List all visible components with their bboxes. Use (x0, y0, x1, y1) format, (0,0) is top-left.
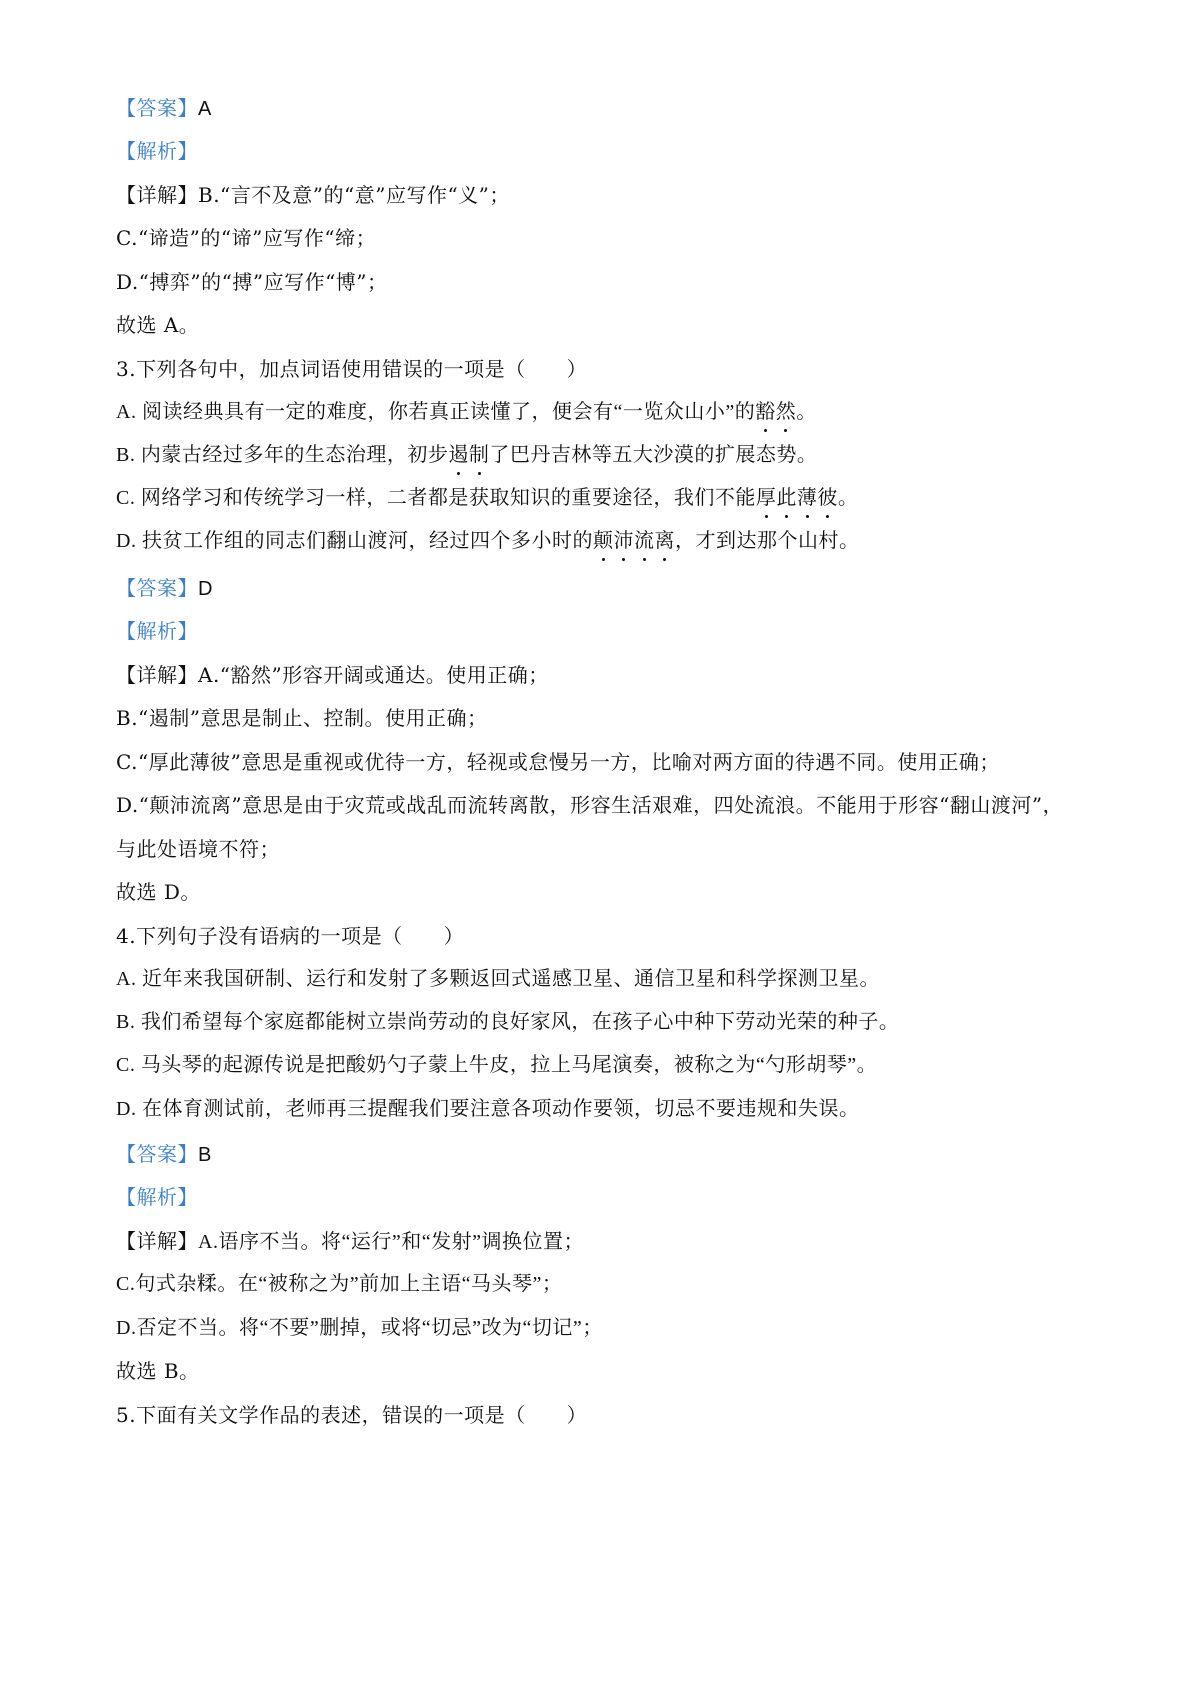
q3-option-d-dotted-2: 沛 (613, 528, 634, 552)
q3-option-b (116, 440, 817, 469)
q4-analysis-tag: 【解析】 (116, 1185, 198, 1209)
q3-option-c-dotted-2: 此 (776, 485, 797, 509)
q4-detail-a (116, 1227, 584, 1256)
q3-option-a (116, 397, 817, 426)
q3-answer-line (116, 574, 213, 603)
q3-option-a-suffix: 。 (796, 399, 817, 423)
q3-option-b-suffix: 了巴丹吉林等五大沙漠的扩展态势。 (489, 442, 818, 466)
q3-option-a-dotted-2: 然 (775, 399, 797, 423)
question-4-stem: 4.下列句子没有语病的一项是（ ） (116, 924, 465, 948)
q3-option-d-dotted-1: 颠 (592, 528, 614, 552)
q3-option-c-dotted-3: 薄 (796, 485, 818, 509)
q3-option-d-dotted-3: 流 (633, 528, 655, 552)
q3-detail-a (116, 661, 549, 689)
q3-answer-tag: 【答案】 (116, 576, 198, 600)
q4-option-c: C. 马头琴的起源传说是把酸奶勺子蒙上牛皮，拉上马尾演奏，被称之为“勺形胡琴”。 (116, 1054, 878, 1076)
q3-detail-b: B.“遏制”意思是制止、控制。使用正确； (116, 706, 488, 730)
q4-answer-tag: 【答案】 (116, 1142, 198, 1166)
q3-detail-tag: 【详解】 (116, 663, 198, 687)
q4-detail-tag: 【详解】 (116, 1229, 198, 1253)
q3-option-c (116, 483, 858, 512)
q4-option-d: D. 在体育测试前，老师再三提醒我们要注意各项动作要领，切忌不要违规和失误。 (116, 1098, 860, 1120)
detail-line-d: D.“搏弈”的“搏”应写作“博”； (116, 270, 388, 294)
detail-line-c: C.“谛造”的“谛”应写作“缔； (116, 226, 377, 250)
q3-detail-d1: D.“颠沛流离”意思是由于灾荒或战乱而流转离散，形容生活艰难，四处流浪。不能用于形容“翻山渡河”， (116, 793, 1064, 817)
q3-option-b-dotted-1: 遏 (448, 442, 469, 466)
q4-option-b: B. 我们希望每个家庭都能树立崇尚劳动的良好家风，在孩子心中种下劳动光荣的种子。 (116, 1011, 900, 1033)
q4-select-line: 故选 B。 (116, 1359, 200, 1383)
q4-detail-c: C.句式杂糅。在“被称之为”前加上主语“马头琴”； (116, 1273, 563, 1295)
answer-line (116, 94, 212, 123)
q3-option-a-dotted-1: 豁 (755, 399, 776, 423)
q4-answer-line (116, 1140, 212, 1169)
q4-option-a: A. 近年来我国研制、运行和发射了多颗返回式遥感卫星、通信卫星和科学探测卫星。 (116, 968, 880, 990)
q3-select-line: 故选 D。 (116, 880, 201, 904)
question-5-stem: 5.下面有关文学作品的表述，错误的一项是（ ） (116, 1403, 588, 1427)
q3-analysis-tag: 【解析】 (116, 619, 198, 643)
q3-detail-d2: 与此处语境不符； (116, 837, 280, 861)
q3-detail-c: C.“厚此薄彼”意思是重视或优待一方，轻视或怠慢另一方，比喻对两方面的待遇不同。使用正确； (116, 750, 1000, 774)
q3-option-d-prefix: D. 扶贫工作组的同志们翻山渡河，经过四个多小时的 (116, 530, 593, 552)
answer-tag: 【答案】 (116, 96, 198, 120)
analysis-tag: 【解析】 (116, 139, 198, 163)
q4-detail-d: D.否定不当。将“不要”删掉，或将“切忌”改为“切记”； (116, 1317, 603, 1339)
q3-option-d-suffix: ，才到达那个山村。 (674, 528, 860, 552)
detail-tag: 【详解】 (116, 183, 198, 207)
question-3-stem: 3.下列各句中，加点词语使用错误的一项是（ ） (116, 357, 588, 381)
detail-line (116, 181, 510, 209)
detail-text: B.“言不及意”的“意”应写作“义”； (198, 183, 510, 207)
q3-option-a-prefix: A. 阅读经典具有一定的难度，你若真正读懂了，便会有“一览众山小”的 (116, 401, 756, 423)
q4-detail-a-text: A.语序不当。将“运行”和“发射”调换位置； (198, 1231, 584, 1253)
q4-answer-value: B (198, 1144, 212, 1166)
q3-option-b-dotted-2: 制 (468, 442, 490, 466)
q3-option-c-suffix: 。 (837, 485, 859, 509)
q3-option-c-prefix: C. 网络学习和传统学习一样，二者都是获取知识的重要途径，我们不能 (116, 487, 756, 509)
q3-option-d (116, 526, 859, 555)
q3-answer-value: D (198, 578, 213, 600)
q3-option-b-prefix: B. 内蒙古经过多年的生态治理，初步 (116, 444, 449, 466)
q3-detail-a-text: A.“豁然”形容开阔或通达。使用正确； (198, 663, 549, 687)
answer-value: A (198, 98, 212, 120)
q3-option-c-dotted-4: 彼 (817, 485, 838, 509)
q3-option-d-dotted-4: 离 (654, 528, 675, 552)
q3-option-c-dotted-1: 厚 (755, 485, 777, 509)
select-line: 故选 A。 (116, 313, 200, 337)
